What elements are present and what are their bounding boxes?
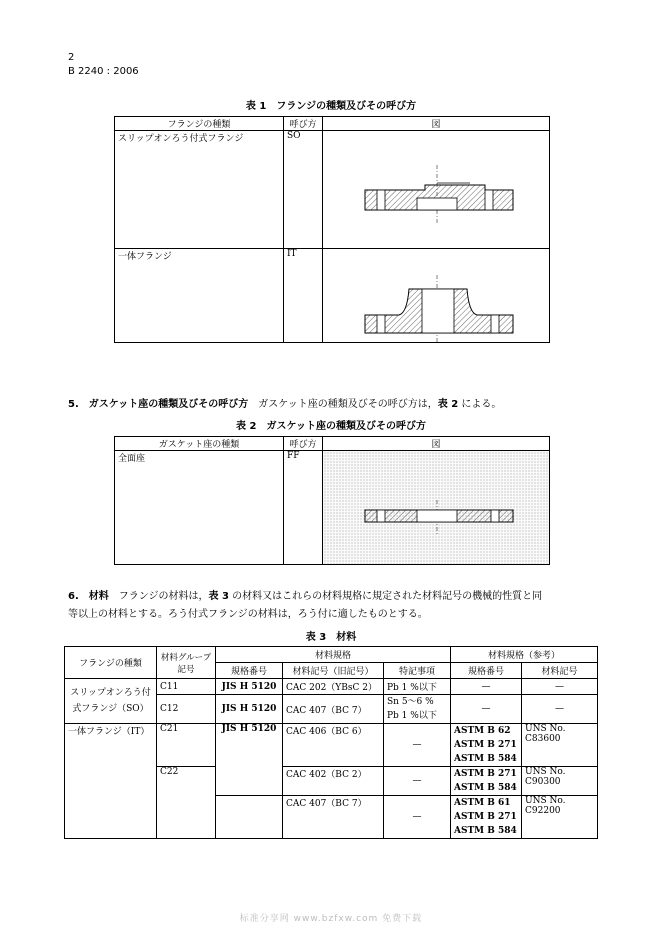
standard-number: B 2240 : 2006	[68, 66, 139, 77]
table3-ref-std-line: ASTM B 271	[454, 812, 517, 822]
table3-header-group: 材料グループ記号	[157, 647, 216, 679]
footer-watermark: 标准分享网 www.bzfxw.com 免费下载	[239, 914, 423, 924]
table3-ref-std-line: ASTM B 584	[454, 783, 517, 793]
table3-note-line: Pb 1 %以下	[387, 711, 437, 721]
table3-header-ref: 材料規格（参考）	[451, 647, 598, 663]
table3-ref-std: —	[451, 679, 522, 695]
table3-group: C21	[157, 724, 216, 767]
section5-number: 5.	[68, 399, 79, 410]
table3-flange-so: スリップオンろう付式フランジ（SO）	[65, 679, 157, 724]
table3-ref-code: UNS No. C92200	[522, 796, 598, 839]
section6-paragraph	[68, 588, 542, 624]
table3-std: JIS H 5120	[216, 695, 283, 724]
table3-group: C12	[157, 695, 216, 724]
table1-row-type: 一体フランジ	[115, 249, 284, 343]
table3-note: —	[384, 796, 451, 839]
table1-row-type: スリップオンろう付式フランジ	[115, 131, 284, 249]
table1-header-figure: 図	[323, 117, 550, 131]
table3-ref-std-line: ASTM B 62	[454, 726, 511, 736]
table2-row-type: 全面座	[115, 451, 284, 565]
table3-header-spec: 材料規格	[216, 647, 451, 663]
table3-std: JIS H 5120	[216, 679, 283, 695]
table3-ref-std	[451, 724, 522, 767]
table1-caption: 表 1 フランジの種類及びその呼び方	[245, 101, 417, 112]
table3-group: C11	[157, 679, 216, 695]
table1-row-code: IT	[284, 249, 323, 343]
table3-ref-std	[451, 767, 522, 796]
table3-note	[384, 695, 451, 724]
section6-heading: 材料	[88, 591, 109, 602]
table3-header-ref-code: 材料記号	[522, 663, 598, 679]
table3-ref-std-line: ASTM B 271	[454, 769, 517, 779]
full-face-gasket-drawing	[325, 500, 550, 535]
table3-header-ref-std: 規格番号	[451, 663, 522, 679]
table3-mat-code: CAC 407（BC 7）	[283, 695, 384, 724]
page-number: 2	[68, 52, 75, 63]
section6-table-ref: 表 3	[208, 591, 229, 602]
table3-ref-code: UNS No. C90300	[522, 767, 598, 796]
table3-header-note: 特記事項	[384, 663, 451, 679]
table3-std: JIS H 5120	[216, 724, 283, 796]
table3-caption: 表 3 材料	[305, 632, 357, 643]
integral-flange-drawing	[325, 275, 550, 345]
table3-ref-std	[451, 796, 522, 839]
table3-header-std-no: 規格番号	[216, 663, 283, 679]
table3-flange-it: 一体フランジ（IT）	[65, 724, 157, 839]
table2-row-code: FF	[284, 451, 323, 565]
table3-mat-code: CAC 202（YBsC 2）	[283, 679, 384, 695]
section6-number: 6.	[68, 591, 79, 602]
table3-ref-code: —	[522, 679, 598, 695]
table1-row-code: SO	[284, 131, 323, 249]
table3-note: —	[384, 767, 451, 796]
table3-header-flange-type: フランジの種類	[65, 647, 157, 679]
section5-text: ガスケット座の種類及びその呼び方は，	[258, 399, 438, 410]
table3-mat-code: CAC 402（BC 2）	[283, 767, 384, 796]
table3-mat-code: CAC 407（BC 7）	[283, 796, 384, 839]
table-row	[65, 724, 598, 767]
table-row	[65, 679, 598, 695]
table3-std-empty	[216, 796, 283, 839]
table1-header-code: 呼び方	[284, 117, 323, 131]
table3-note: —	[384, 724, 451, 767]
table3	[64, 646, 598, 839]
table3-ref-code: —	[522, 695, 598, 724]
table3-group: C22	[157, 767, 216, 839]
table3-ref-std-line: ASTM B 584	[454, 754, 517, 764]
table2-header-type: ガスケット座の種類	[115, 437, 284, 451]
table2-header-figure: 図	[323, 437, 550, 451]
table3-ref-code: UNS No. C83600	[522, 724, 598, 767]
section6-text-cont: の材料又はこれらの材料規格に規定された材料記号の機械的性質と同	[228, 591, 543, 602]
slip-on-flange-drawing	[325, 165, 550, 225]
section5-table-ref: 表 2	[437, 399, 459, 410]
section5-heading: ガスケット座の種類及びその呼び方	[88, 399, 249, 410]
section6-text: フランジの材料は，	[118, 591, 209, 602]
table3-mat-code: CAC 406（BC 6）	[283, 724, 384, 767]
table2-caption: 表 2 ガスケット座の種類及びその呼び方	[236, 421, 426, 432]
table2-header-code: 呼び方	[284, 437, 323, 451]
table3-header-mat-code: 材料記号（旧記号）	[283, 663, 384, 679]
table3-note-line: Sn 5～6 %	[387, 697, 434, 707]
table1-header-type: フランジの種類	[115, 117, 284, 131]
table3-ref-std: —	[451, 695, 522, 724]
table3-note: Pb 1 %以下	[384, 679, 451, 695]
table3-ref-std-line: ASTM B 271	[454, 740, 517, 750]
table3-ref-std-line: ASTM B 584	[454, 826, 517, 836]
section6-line2: 等以上の材料とする。ろう付式フランジの材料は，ろう付に適したものとする。	[68, 609, 428, 620]
table3-ref-std-line: ASTM B 61	[454, 798, 511, 808]
section5-paragraph	[68, 396, 501, 414]
section5-text-end: による。	[458, 399, 502, 410]
